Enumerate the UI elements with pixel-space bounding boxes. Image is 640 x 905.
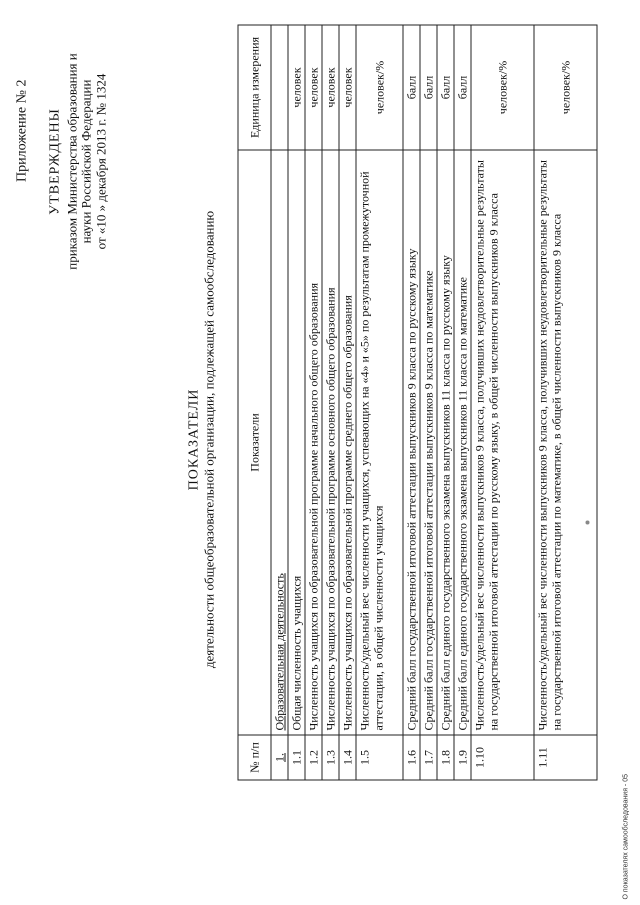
row-num: 1.1 xyxy=(288,735,305,780)
section-title: Образовательная деятельность xyxy=(271,150,288,735)
approval-line: науки Российской Федерации xyxy=(78,79,94,244)
indicators-table xyxy=(238,25,598,781)
row-num: 1.9 xyxy=(454,735,471,780)
row-num: 1.2 xyxy=(305,735,322,780)
document-heading xyxy=(187,205,217,675)
row-unit: балл xyxy=(454,25,471,150)
header-unit: Единица измерения xyxy=(238,25,271,150)
row-unit: человек/% xyxy=(534,25,597,150)
approval-line: от «10 » декабря 2013 г. № 1324 xyxy=(93,73,108,250)
row-unit xyxy=(271,25,288,150)
appendix-label: Приложение № 2 xyxy=(14,79,30,182)
page-subtitle: деятельности общеобразовательной организации, подлежащей самообследованию xyxy=(201,210,217,669)
table-row xyxy=(339,25,356,780)
row-indicator: Средний балл единого государственного экзамена выпускников 11 класса по русскому языку xyxy=(437,150,454,735)
page-footer: О показателях самообследования - 05 xyxy=(622,774,630,900)
section-row xyxy=(271,25,288,780)
approval-title: УТВЕРЖДЕНЫ xyxy=(47,108,63,215)
table-row xyxy=(471,25,534,780)
table-row xyxy=(403,25,420,780)
table-row xyxy=(437,25,454,780)
row-indicator: Численность учащихся по образовательной программе начального общего образования xyxy=(305,150,322,735)
table-row xyxy=(420,25,437,780)
row-num: 1.3 xyxy=(322,735,339,780)
table-row xyxy=(305,25,322,780)
row-indicator: Средний балл государственной итоговой аттестации выпускников 9 класса по русскому языку xyxy=(403,150,420,735)
row-indicator: Численность учащихся по образовательной программе основного общего образования xyxy=(322,150,339,735)
table-row xyxy=(534,25,597,780)
row-indicator: Средний балл единого государственного экзамена выпускников 11 класса по математике xyxy=(454,150,471,735)
row-unit: балл xyxy=(403,25,420,150)
row-indicator: Численность/удельный вес численности учащихся, успевающих на «4» и «5» по результатам промежуточной аттестации, в общей численности учащихся xyxy=(356,150,403,735)
header-num: № п/п xyxy=(238,735,271,780)
row-num: 1.10 xyxy=(471,735,534,780)
row-unit: человек xyxy=(339,25,356,150)
row-num: 1.4 xyxy=(339,735,356,780)
table-row xyxy=(288,25,305,780)
row-indicator: Общая численность учащихся xyxy=(288,150,305,735)
table-row xyxy=(356,25,403,780)
row-num: 1.6 xyxy=(403,735,420,780)
row-num: 1.11 xyxy=(534,735,597,780)
scan-speck xyxy=(586,521,590,525)
table-row xyxy=(454,25,471,780)
table-header-row xyxy=(238,25,271,780)
row-unit: человек/% xyxy=(471,25,534,150)
row-unit: балл xyxy=(420,25,437,150)
approval-line: приказом Министерства образования и xyxy=(64,53,79,270)
row-unit: человек xyxy=(288,25,305,150)
row-num: 1.8 xyxy=(437,735,454,780)
document-page xyxy=(1,0,640,905)
row-num: 1. xyxy=(271,735,288,780)
row-indicator: Численность/удельный вес численности выпускников 9 класса, получивших неудовлетворительные результаты на государственной итоговой аттестации по математике, в общей численности выпускников 9 класса xyxy=(534,150,597,735)
row-unit: балл xyxy=(437,25,454,150)
row-num: 1.5 xyxy=(356,735,403,780)
header-indicator: Показатели xyxy=(238,150,271,735)
row-num: 1.7 xyxy=(420,735,437,780)
row-indicator: Численность учащихся по образовательной программе среднего общего образования xyxy=(339,150,356,735)
row-unit: человек/% xyxy=(356,25,403,150)
row-unit: человек xyxy=(322,25,339,150)
row-unit: человек xyxy=(305,25,322,150)
row-indicator: Численность/удельный вес численности выпускников 9 класса, получивших неудовлетворительные результаты на государственной итоговой аттестации по русскому языку, в общей численности выпускников 9 класса xyxy=(471,150,534,735)
table-row xyxy=(322,25,339,780)
page-title: ПОКАЗАТЕЛИ xyxy=(186,388,202,491)
approval-block xyxy=(49,47,109,277)
row-indicator: Средний балл государственной итоговой аттестации выпускников 9 класса по математике xyxy=(420,150,437,735)
